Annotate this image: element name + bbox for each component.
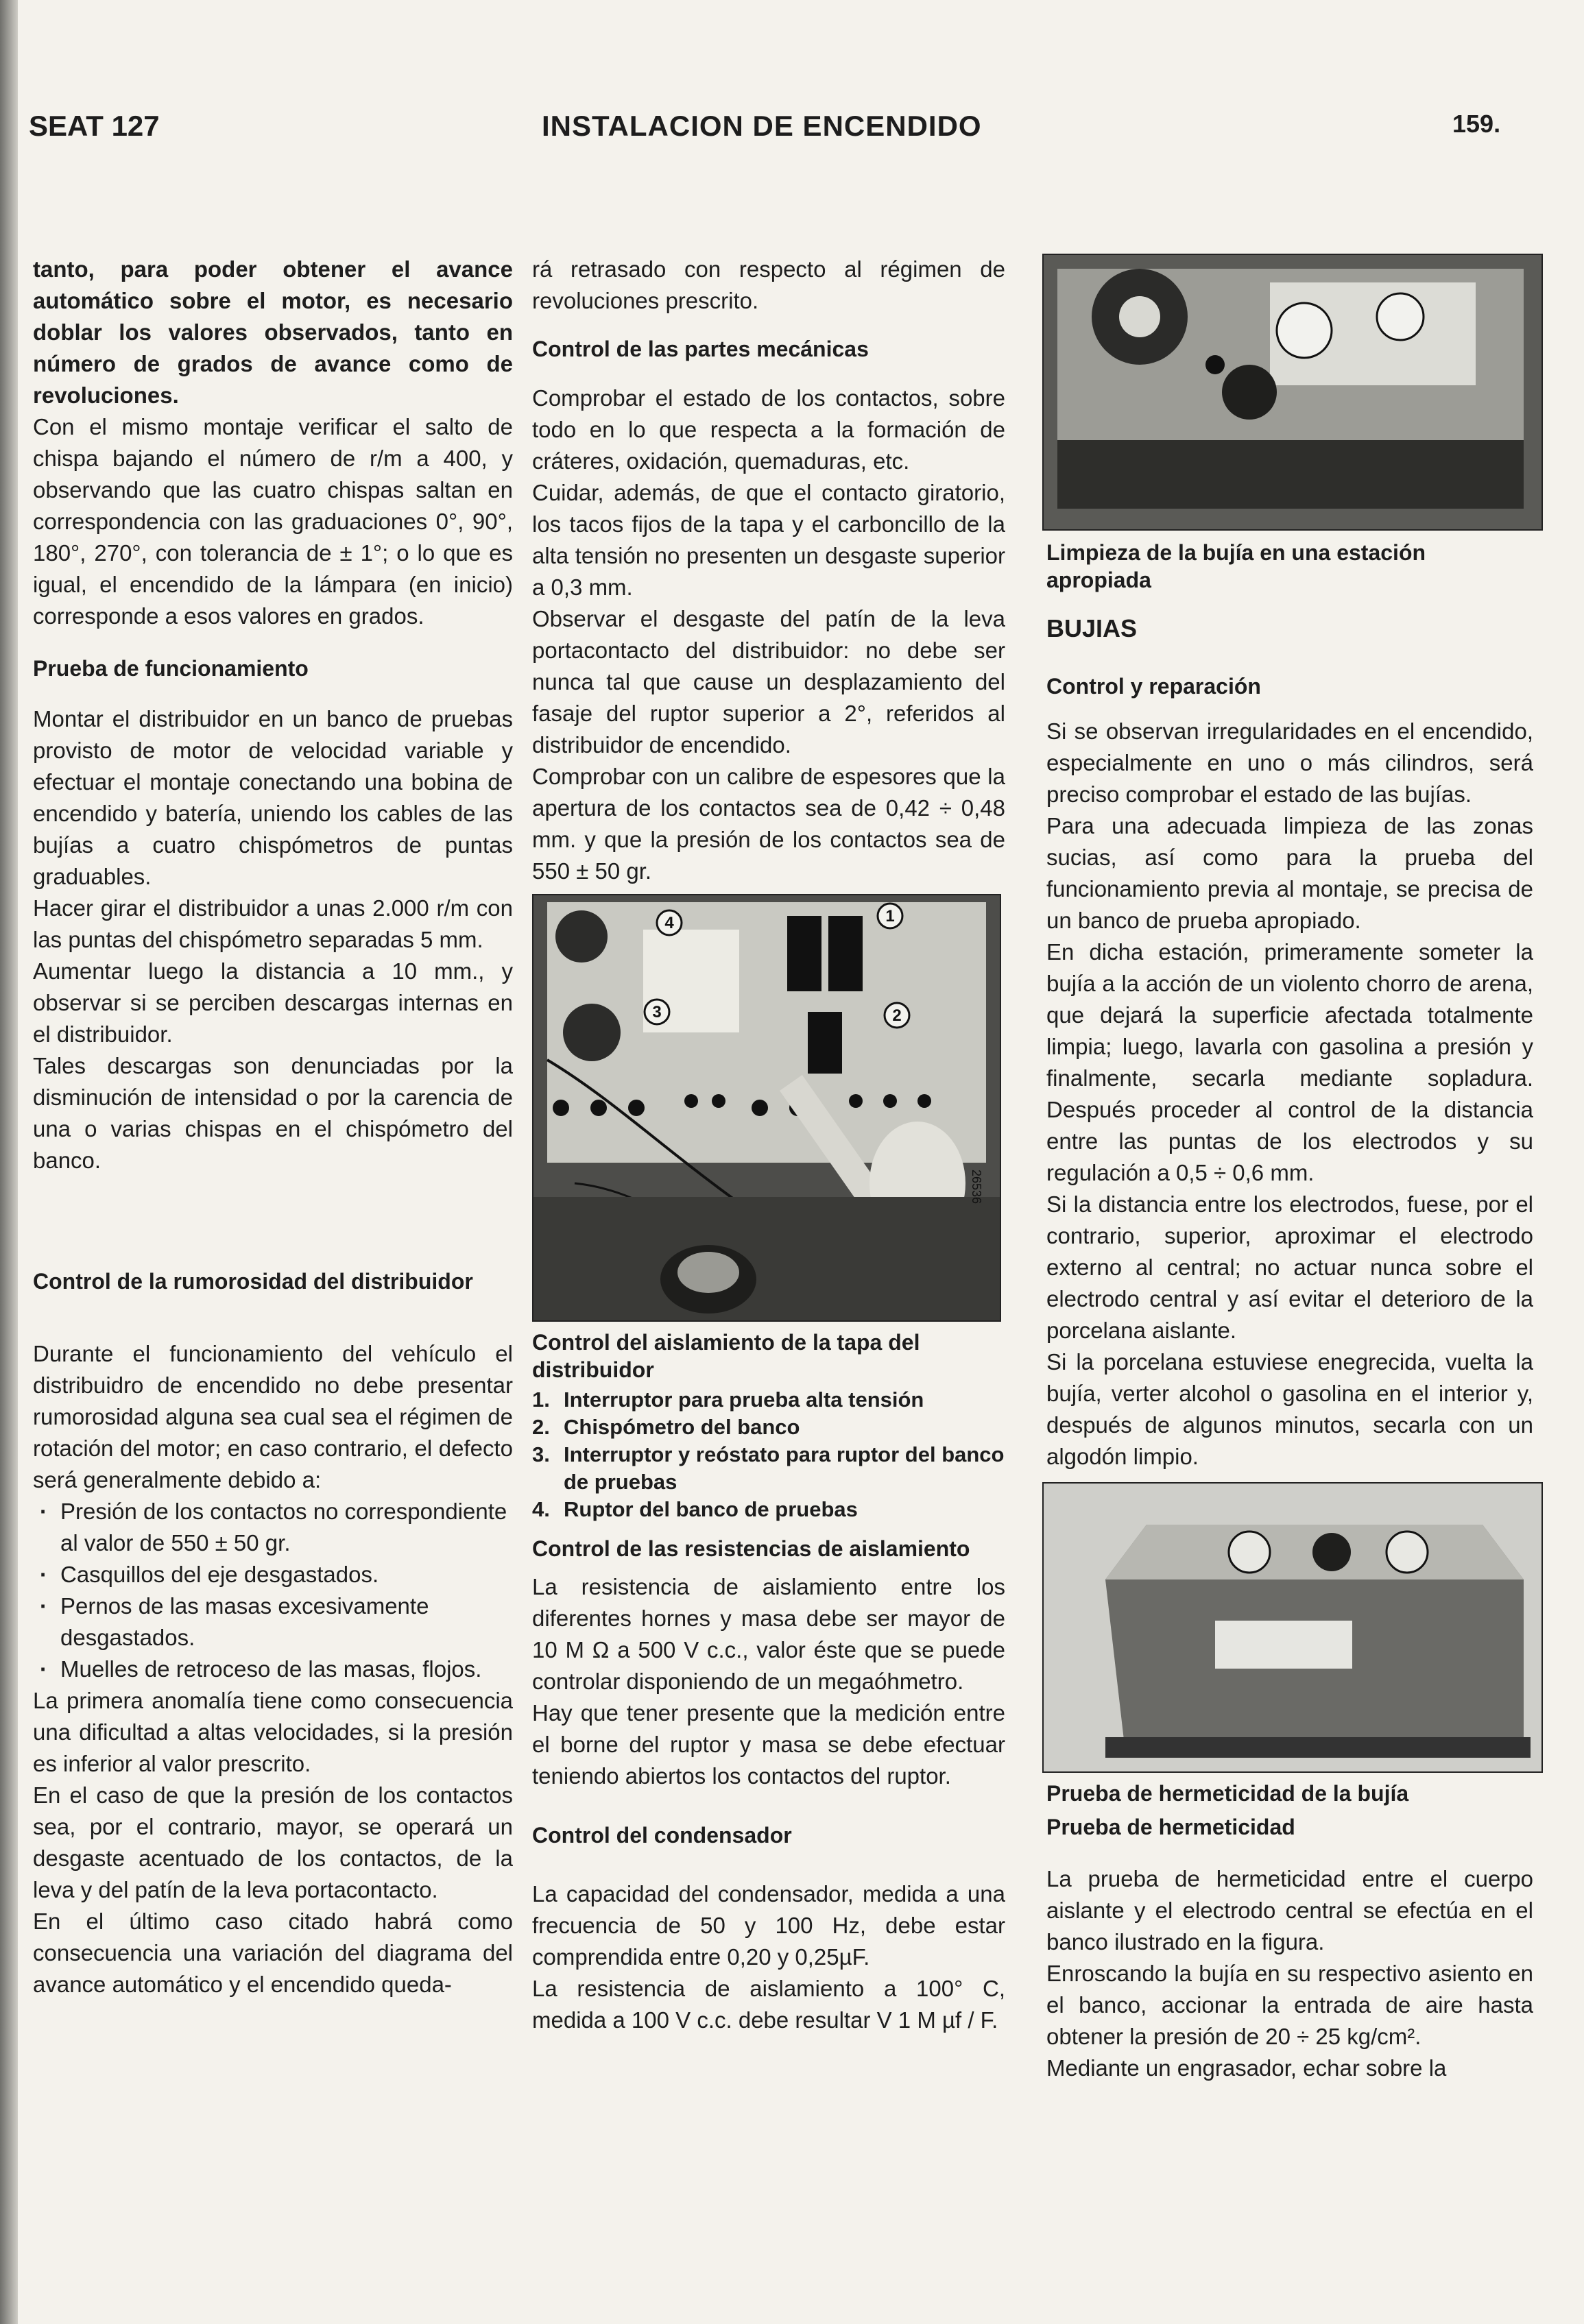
heading-control-rumorosidad: Control de la rumorosidad del distribuidor — [33, 1269, 473, 1294]
paragraph: Observar el desgaste del patín de la leva portacontacto del distribuidor: no debe ser nunca tal que cause un desplazamiento del fasaje del ruptor superior a 2°, referidos al distribuidor de encendido. — [532, 606, 1005, 758]
column-right — [1046, 254, 1533, 2084]
caption-item: 3. Interruptor y reóstato para ruptor del banco de pruebas — [532, 1442, 1005, 1494]
paragraph: Para una adecuada limpieza de las zonas sucias, así como para la prueba del funcionamiento previa al montaje, se precisa de un banco de prueba apropiado. — [1046, 813, 1533, 933]
paragraph: Si la porcelana estuviese enegrecida, vuelta la bujía, verter alcohol o gasolina en el interior y, después de algunos minutos, secarla con un algodón limpio. — [1046, 1349, 1533, 1469]
paragraph: Aumentar luego la distancia a 10 mm., y observar si se perciben descargas internas en el distribuidor. — [33, 958, 513, 1047]
paragraph: Durante el funcionamiento del vehículo el distribuidro de encendido no debe presentar rumorosidad alguna sea cual sea el régimen de rotación del motor; en caso contrario, el defecto será generalmente debido a: — [33, 1341, 513, 1492]
caption-limpieza-bujia: Limpieza de la bujía en una estación apropiada — [1046, 540, 1426, 592]
paragraph: La primera anomalía tiene como consecuencia una dificultad a altas velocidades, si la presión es inferior al valor prescrito. — [33, 1688, 513, 1776]
heading-control-condensador: Control del condensador — [532, 1823, 792, 1848]
paragraph: Hacer girar el distribuidor a unas 2.000 r/m con las puntas del chispómetro separadas 5 mm. — [33, 895, 513, 952]
header-model: SEAT 127 — [29, 110, 160, 142]
heading-control-partes-mecanicas: Control de las partes mecánicas — [532, 337, 869, 361]
cleaning-station-illustration — [1044, 255, 1541, 529]
heading-prueba-funcionamiento: Prueba de funcionamiento — [33, 656, 309, 681]
paragraph: rá retrasado con respecto al régimen de revoluciones prescrito. — [532, 256, 1005, 313]
hermeticity-bench-illustration — [1044, 1484, 1541, 1771]
list-item: · Casquillos del eje desgastados. — [33, 1559, 513, 1590]
photo-spark-plug-cleaning-station — [1042, 254, 1543, 531]
test-bench-illustration — [533, 895, 1000, 1320]
paragraph: Con el mismo montaje verificar el salto de chispa bajando el número de r/m a 400, y observando que las cuatro chispas saltan en correspondencia con las graduaciones 0°, 90°, 180°, 270°, con tolerancia de ± 1°; o lo que es igual, el encendido de la lámpara (en inicio) corresponde a esos valores en grados. — [33, 414, 513, 629]
heading-bujias: BUJIAS — [1046, 614, 1138, 642]
photo-distributor-test-bench — [532, 894, 1001, 1322]
paragraph: Si se observan irregularidades en el encendido, especialmente en uno o más cilindros, será preciso comprobar el estado de las bujías. — [1046, 718, 1533, 807]
list-item: · Pernos de las masas excesivamente desgastados. — [33, 1590, 513, 1654]
causes-list — [33, 1496, 513, 1685]
heading-control-resistencias: Control de las resistencias de aislamiento — [532, 1536, 970, 1561]
list-item: · Presión de los contactos no correspondiente al valor de 550 ± 50 gr. — [33, 1496, 513, 1559]
caption-hermeticidad-bujia: Prueba de hermeticidad de la bujía — [1046, 1781, 1409, 1806]
photo-code: 26536 — [970, 1170, 983, 1205]
caption-item: 1. Interruptor para prueba alta tensión — [532, 1388, 924, 1412]
paragraph: Enroscando la bujía en su respectivo asiento en el banco, accionar la entrada de aire hasta obtener la presión de 20 ÷ 25 kg/cm². — [1046, 1961, 1533, 2049]
callout-1: 1 — [885, 907, 895, 925]
callout-4: 4 — [664, 914, 674, 932]
photo-hermeticity-test-bench — [1042, 1482, 1543, 1773]
paragraph: Hay que tener presente que la medición entre el borne del ruptor y masa se debe efectuar teniendo abiertos los contactos del ruptor. — [532, 1700, 1005, 1789]
intro-bold-paragraph: tanto, para poder obtener el avance automático sobre el motor, es necesario doblar los valores observados, tanto en número de grados de avance como de revoluciones. — [33, 256, 513, 408]
heading-prueba-hermeticidad: Prueba de hermeticidad — [1046, 1815, 1295, 1839]
paragraph: En dicha estación, primeramente someter la bujía a la acción de un violento chorro de arena, que dejará la superficie afectada totalmente limpia; luego, lavarla con gasolina a presión y finalmente, secarla mediante sopladura. Después proceder al control de la distancia entre las puntas de los electrodos y su regulación a 0,5 ÷ 0,6 mm. — [1046, 939, 1533, 1185]
paragraph: En el último caso citado habrá como consecuencia una variación del diagrama del avance automático y el encendido queda- — [33, 1909, 513, 1997]
caption-title-aislamiento-tapa: Control del aislamiento de la tapa del distribuidor — [532, 1330, 920, 1382]
paragraph: La resistencia de aislamiento a 100° C, medida a 100 V c.c. debe resultar V 1 M µf / F. — [532, 1976, 1005, 2033]
heading-control-reparacion: Control y reparación — [1046, 674, 1261, 699]
list-item: · Muelles de retroceso de las masas, flojos. — [33, 1654, 513, 1685]
paragraph: Comprobar el estado de los contactos, sobre todo en lo que respecta a la formación de cráteres, oxidación, quemaduras, etc. — [532, 385, 1005, 474]
column-middle — [532, 254, 1005, 2036]
paragraph: La resistencia de aislamiento entre los diferentes hornes y masa debe ser mayor de 10 M Ω a 500 V c.c., valor éste que se puede controlar disponiendo de un megaóhmetro. — [532, 1574, 1005, 1694]
header-chapter-title: INSTALACION DE ENCENDIDO — [542, 110, 982, 142]
page-header — [0, 0, 1584, 178]
column-left — [33, 254, 513, 2000]
paragraph: Si la distancia entre los electrodos, fuese, por el contrario, superior, aproximar el electrodo externo al central; no actuar nunca sobre el electrodo central y así evitar el deterioro de la porcelana aislante. — [1046, 1191, 1533, 1343]
paragraph: Mediante un engrasador, echar sobre la — [1046, 2055, 1447, 2081]
caption-item: 4. Ruptor del banco de pruebas — [532, 1497, 858, 1521]
paragraph: Montar el distribuidor en un banco de pruebas provisto de motor de velocidad variable y efectuar el montaje conectando una bobina de encendido y batería, uniendo los cables de las bujías a cuatro chispómetros de puntas graduables. — [33, 706, 513, 889]
caption-item: 2. Chispómetro del banco — [532, 1415, 800, 1439]
caption-legend-list — [532, 1386, 1005, 1523]
paragraph: Cuidar, además, de que el contacto giratorio, los tacos fijos de la tapa y el carboncillo de la alta tensión no presenten un desgaste superior a 0,3 mm. — [532, 480, 1005, 600]
page-number: 159. — [1452, 110, 1501, 138]
paragraph: Tales descargas son denunciadas por la disminución de intensidad o por la carencia de una o varias chispas en el chispómetro del banco. — [33, 1053, 513, 1173]
paragraph: En el caso de que la presión de los contactos sea, por el contrario, mayor, se operará un desgaste acentuado de los contactos, de la leva y del patín de la leva portacontacto. — [33, 1782, 513, 1902]
paragraph: La capacidad del condensador, medida a una frecuencia de 50 y 100 Hz, debe estar comprendida entre 0,20 y 0,25µF. — [532, 1881, 1005, 1970]
page-edge-shadow — [0, 0, 18, 2324]
paragraph: La prueba de hermeticidad entre el cuerpo aislante y el electrodo central se efectúa en el banco ilustrado en la figura. — [1046, 1866, 1533, 1954]
paragraph: Comprobar con un calibre de espesores que la apertura de los contactos sea de 0,42 ÷ 0,48 mm. y que la presión de los contactos sea de 550 ± 50 gr. — [532, 764, 1005, 884]
callout-2: 2 — [892, 1006, 902, 1025]
callout-3: 3 — [652, 1003, 662, 1021]
